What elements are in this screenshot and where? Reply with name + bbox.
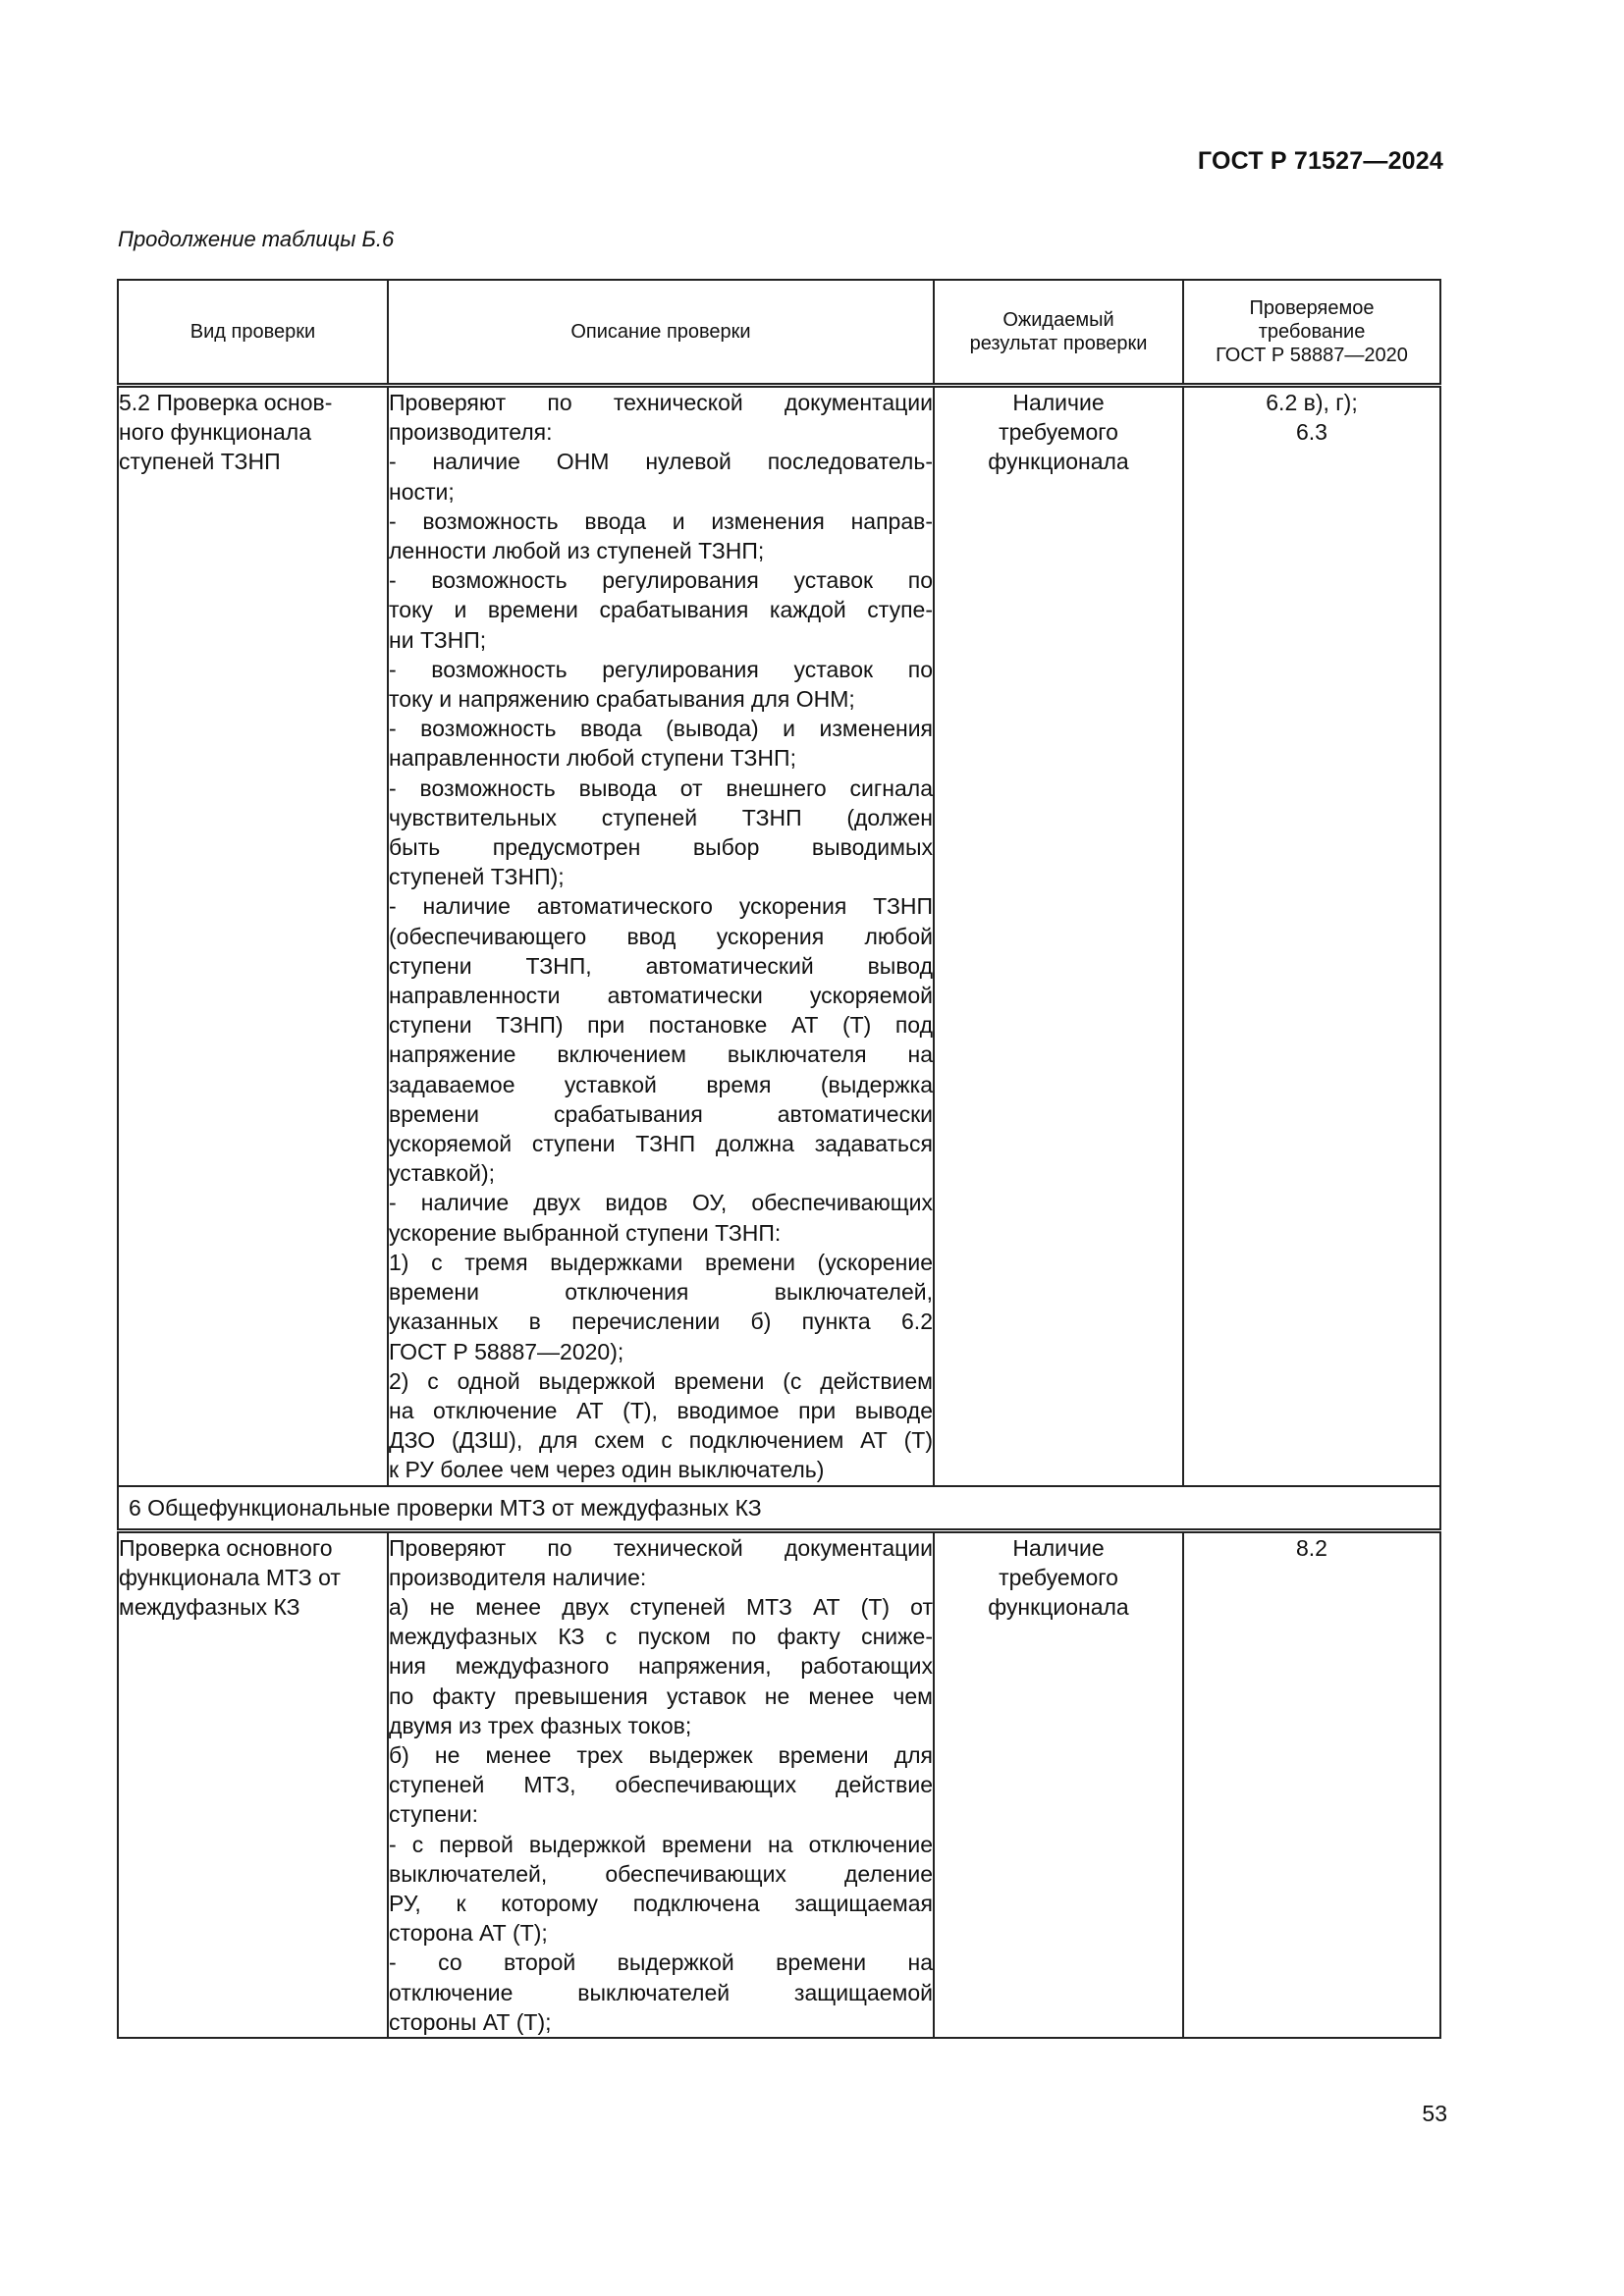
text-line: ускорение выбранной ступени ТЗНП: bbox=[389, 1219, 782, 1246]
text-line: выключателей, обеспечивающих деление bbox=[389, 1860, 933, 1887]
row1-requirement-text bbox=[1184, 388, 1439, 447]
text-line: ступени ТЗНП) при постановке АТ (Т) под bbox=[389, 1012, 933, 1039]
text-line: 5.2 Проверка основ- bbox=[119, 390, 333, 415]
text-line: времени срабатывания автоматически bbox=[389, 1100, 933, 1127]
text-line: направленности любой ступени ТЗНП; bbox=[389, 745, 796, 772]
text-line: ступеней ТЗНП); bbox=[389, 864, 565, 890]
text-line: указанных в перечислении б) пункта 6.2 bbox=[389, 1308, 933, 1335]
text-line: - возможность вывода от внешнего сигнала bbox=[389, 774, 933, 801]
text-line: Проверка основного bbox=[119, 1534, 333, 1561]
row1-expected-text bbox=[935, 388, 1182, 477]
text-line: чувствительных ступеней ТЗНП (должен bbox=[389, 804, 933, 830]
text-line: 6.2 в), г); bbox=[1266, 390, 1358, 415]
text-line: стороны АТ (Т); bbox=[389, 2008, 552, 2035]
text-line: функционала МТЗ от bbox=[119, 1564, 341, 1590]
text-line: ступеней МТЗ, обеспечивающих действие bbox=[389, 1772, 933, 1798]
text-line: б) не менее трех выдержек времени для bbox=[389, 1741, 933, 1768]
row1-requirement bbox=[1183, 386, 1440, 1486]
text-line: току и времени срабатывания каждой ступе- bbox=[389, 597, 933, 623]
header-description: Описание проверки bbox=[388, 280, 934, 386]
header-check-type: Вид проверки bbox=[118, 280, 388, 386]
text-line: - возможность ввода и изменения направ- bbox=[389, 507, 933, 534]
requirements-table bbox=[117, 279, 1441, 2039]
text-line: ГОСТ Р 58887—2020); bbox=[389, 1338, 624, 1364]
header-requirement: Проверяемое требование ГОСТ Р 58887—2020 bbox=[1183, 280, 1440, 386]
header-expected-result: Ожидаемый результат проверки bbox=[934, 280, 1183, 386]
section-row bbox=[118, 1486, 1440, 1531]
table-caption: Продолжение таблицы Б.6 bbox=[118, 227, 395, 251]
text-line: 6.3 bbox=[1296, 419, 1327, 446]
section-title: 6 Общефункциональные проверки МТЗ от междуфазных КЗ bbox=[118, 1486, 1440, 1531]
text-line: - возможность регулирования уставок по bbox=[389, 656, 933, 682]
text-line: направленности автоматически ускоряемой bbox=[389, 983, 933, 1009]
text-line: двумя из трех фазных токов; bbox=[389, 1712, 692, 1738]
row2-check-type bbox=[118, 1530, 388, 2038]
table-row bbox=[118, 1530, 1440, 2038]
text-line: - наличие автоматического ускорения ТЗНП bbox=[389, 893, 933, 920]
text-line: Наличие bbox=[1012, 390, 1105, 415]
text-line: производителя: bbox=[389, 419, 553, 446]
text-line: уставкой); bbox=[389, 1160, 496, 1187]
text-line: (обеспечивающего ввод ускорения любой bbox=[389, 923, 933, 949]
text-line: - с первой выдержкой времени на отключение bbox=[389, 1831, 933, 1857]
row1-description-text bbox=[389, 388, 933, 1485]
text-line: Проверяют по технической документации bbox=[389, 390, 933, 415]
text-line: РУ, к которому подключена защищаемая bbox=[389, 1890, 933, 1916]
text-line: быть предусмотрен выбор выводимых bbox=[389, 834, 933, 861]
row1-check-type bbox=[118, 386, 388, 1486]
text-line: а) не менее двух ступеней МТЗ АТ (Т) от bbox=[389, 1593, 933, 1620]
text-line: сторона АТ (Т); bbox=[389, 1920, 548, 1947]
row1-check-type-text bbox=[119, 388, 387, 477]
standard-designation: ГОСТ Р 71527—2024 bbox=[1197, 147, 1443, 175]
text-line: ного функционала bbox=[119, 419, 312, 446]
row2-description-text bbox=[389, 1533, 933, 2037]
text-line: функционала bbox=[988, 1593, 1129, 1620]
row2-expected-result bbox=[934, 1530, 1183, 2038]
text-line: ния междуфазного напряжения, работающих bbox=[389, 1653, 933, 1680]
row2-check-type-text bbox=[119, 1533, 387, 1623]
text-line: - наличие двух видов ОУ, обеспечивающих bbox=[389, 1190, 933, 1216]
row2-requirement bbox=[1183, 1530, 1440, 2038]
text-line: - возможность ввода (вывода) и изменения bbox=[389, 716, 933, 742]
text-line: на отключение АТ (Т), вводимое при выводе bbox=[389, 1397, 933, 1423]
text-line: ни ТЗНП; bbox=[389, 626, 487, 653]
row2-description bbox=[388, 1530, 934, 2038]
text-line: ступени ТЗНП, автоматический вывод bbox=[389, 952, 933, 979]
text-line: 8.2 bbox=[1296, 1534, 1327, 1561]
text-line: Проверяют по технической документации bbox=[389, 1534, 933, 1561]
text-line: - наличие ОНМ нулевой последователь- bbox=[389, 449, 933, 475]
text-line: ности; bbox=[389, 478, 455, 505]
text-line: ускоряемой ступени ТЗНП должна задаваться bbox=[389, 1131, 933, 1157]
text-line: требуемого bbox=[999, 1564, 1118, 1590]
text-line: производителя наличие: bbox=[389, 1564, 647, 1590]
text-line: напряжение включением выключателя на bbox=[389, 1041, 933, 1068]
table-header-row bbox=[118, 280, 1440, 386]
text-line: ступеней ТЗНП bbox=[119, 449, 281, 475]
table-row bbox=[118, 386, 1440, 1486]
text-line: - возможность регулирования уставок по bbox=[389, 567, 933, 594]
row2-requirement-text bbox=[1184, 1533, 1439, 1563]
text-line: задаваемое уставкой время (выдержка bbox=[389, 1071, 933, 1097]
text-line: 1) с тремя выдержками времени (ускорение bbox=[389, 1249, 933, 1275]
text-line: отключение выключателей защищаемой bbox=[389, 1979, 933, 2005]
text-line: междуфазных КЗ bbox=[119, 1593, 300, 1620]
text-line: ленности любой из ступеней ТЗНП; bbox=[389, 538, 765, 564]
text-line: ступени: bbox=[389, 1801, 478, 1828]
row1-expected-result bbox=[934, 386, 1183, 1486]
row2-expected-text bbox=[935, 1533, 1182, 1623]
page-number: 53 bbox=[1422, 2101, 1447, 2126]
text-line: току и напряжению срабатывания для ОНМ; bbox=[389, 686, 855, 713]
row1-description bbox=[388, 386, 934, 1486]
text-line: междуфазных КЗ с пуском по факту сниже- bbox=[389, 1624, 933, 1650]
text-line: требуемого bbox=[999, 419, 1118, 446]
text-line: - со второй выдержкой времени на bbox=[389, 1949, 933, 1976]
text-line: функционала bbox=[988, 449, 1129, 475]
text-line: Наличие bbox=[1012, 1534, 1105, 1561]
text-line: времени отключения выключателей, bbox=[389, 1279, 933, 1306]
text-line: по факту превышения уставок не менее чем bbox=[389, 1682, 933, 1709]
text-line: 2) с одной выдержкой времени (с действием bbox=[389, 1367, 933, 1394]
text-line: ДЗО (ДЗШ), для схем с подключением АТ (Т) bbox=[389, 1427, 933, 1454]
text-line: к РУ более чем через один выключатель) bbox=[389, 1457, 825, 1483]
